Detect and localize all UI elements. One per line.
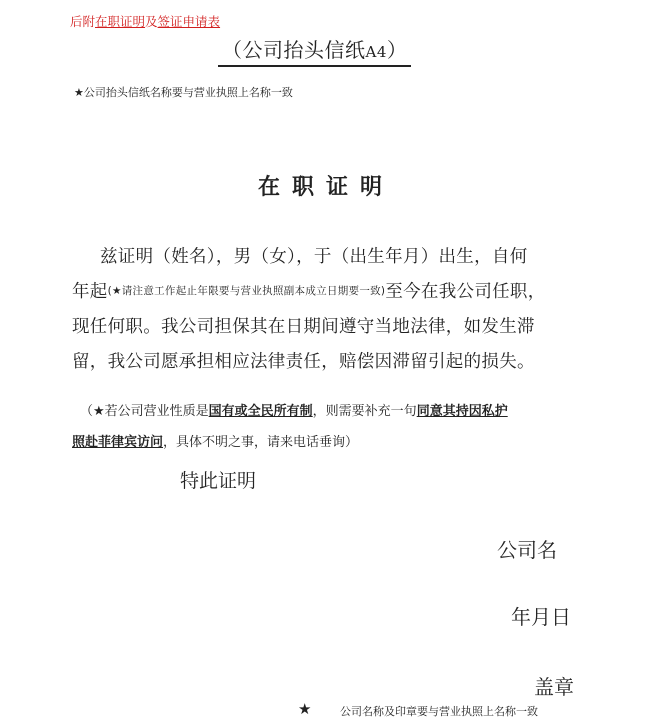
ownership-note-line-1	[80, 400, 508, 419]
letterhead-placeholder	[218, 34, 411, 67]
consent-phrase-emphasis-2: 照赴菲律宾访问	[72, 435, 164, 450]
attachment-note-prefix: 后附	[70, 14, 96, 29]
signature-seal: 盖章	[534, 675, 574, 699]
attachment-note	[70, 12, 220, 30]
letterhead-text: （公司抬头信纸	[222, 38, 366, 62]
consent-phrase-emphasis-1: 同意其持因私护	[416, 404, 508, 419]
body-line-1: 兹证明（姓名），男（女），于（出生年月）出生，自何	[100, 247, 528, 267]
work-period-note: (★请注意工作起止年限要与营业执照副本成立日期要一致)	[107, 285, 386, 297]
ownership-type-emphasis: 国有或全民所有制	[208, 404, 313, 419]
body-line-3: 现任何职。我公司担保其在日期间遵守当地法律，如发生滞	[72, 317, 535, 337]
employment-certificate-link[interactable]: 在职证明	[95, 14, 146, 29]
letterhead-close: ）	[386, 38, 408, 62]
signature-company-name: 公司名	[497, 538, 557, 562]
body-line-2-end: 至今在我公司任职，	[385, 282, 546, 302]
certification-statement: 特此证明	[180, 470, 257, 492]
ownership-note-part1: （★若公司营业性质是	[80, 404, 209, 419]
star-icon: ★	[298, 700, 312, 718]
letterhead-name-note: ★公司抬头信纸名称要与营业执照上名称一致	[74, 86, 293, 99]
visa-application-link[interactable]: 签证申请表	[157, 14, 221, 29]
seal-name-note: 公司名称及印章要与营业执照上名称一致	[340, 705, 538, 718]
body-line-2	[72, 278, 546, 303]
attachment-note-mid: 及	[145, 14, 158, 29]
body-line-4: 留，我公司愿承担相应法律责任，赔偿因滞留引起的损失。	[72, 352, 535, 372]
ownership-note-line-2	[72, 431, 358, 450]
ownership-note-part2: ，则需要补充一句	[312, 404, 417, 419]
ownership-note-part3: ，具体不明之事，请来电话垂询）	[163, 435, 359, 450]
body-line-2-start: 年起	[72, 282, 108, 302]
document-title: 在职证明	[258, 175, 395, 200]
signature-date: 年月日	[511, 605, 571, 629]
letterhead-paper-size: A4	[365, 43, 387, 61]
